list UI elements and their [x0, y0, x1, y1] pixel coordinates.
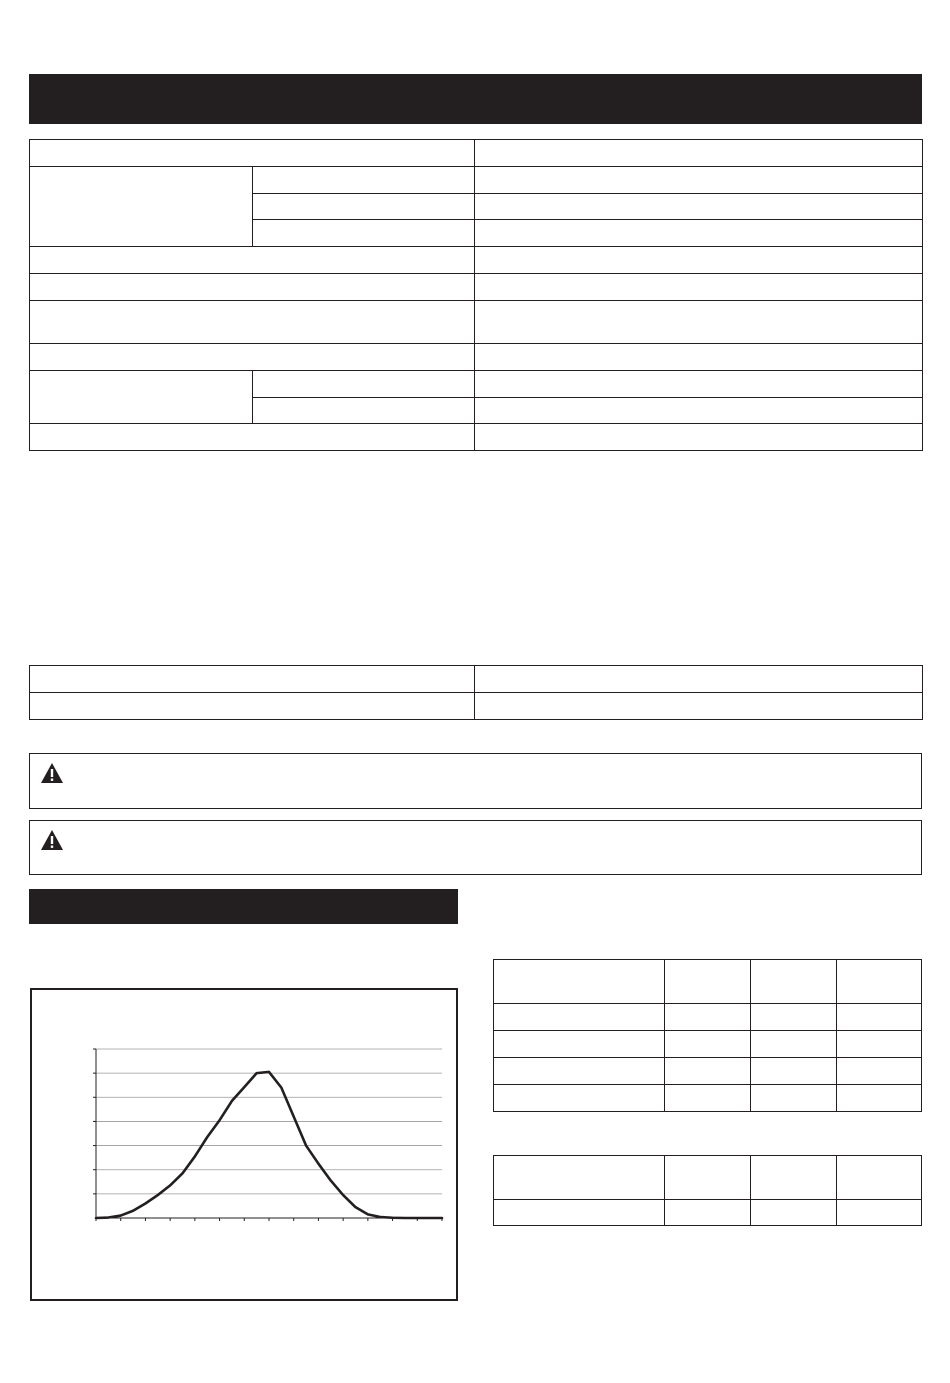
table-cell: [494, 1004, 665, 1031]
table-cell: [494, 1200, 665, 1226]
data-table-a: [493, 959, 922, 1112]
spec-label: [30, 344, 475, 371]
table-row: [30, 167, 923, 194]
table-cell: [494, 1085, 665, 1112]
spec-value: [475, 247, 923, 274]
table-header-row: [494, 1156, 922, 1200]
table-cell: [665, 1058, 751, 1085]
specifications-table: [29, 139, 923, 451]
table-row: [494, 1004, 922, 1031]
table-cell: [665, 1031, 751, 1058]
table-cell: [837, 1200, 922, 1226]
column-header: [837, 960, 922, 1004]
spec-sublabel: [253, 220, 475, 247]
table-row: [30, 301, 923, 344]
column-header: [751, 960, 837, 1004]
spec-value: [475, 371, 923, 398]
spec-sublabel: [253, 167, 475, 194]
table-cell: [665, 1200, 751, 1226]
spec-label: [30, 424, 475, 451]
table-row: [30, 666, 923, 693]
column-header: [751, 1156, 837, 1200]
table-cell: [494, 1058, 665, 1085]
spec-label: [30, 301, 475, 344]
warning-box: [29, 820, 922, 875]
spec-label: [30, 693, 475, 720]
table-row: [30, 693, 923, 720]
spec-value: [475, 194, 923, 220]
chart-series-layer: [96, 1072, 442, 1218]
table-row: [30, 140, 923, 167]
table-cell: [665, 1004, 751, 1031]
specifications-header: [29, 74, 922, 124]
table-row: [494, 1031, 922, 1058]
warning-triangle-icon: [40, 829, 64, 851]
table-cell: [837, 1031, 922, 1058]
table-cell: [751, 1058, 837, 1085]
spec-value: [475, 344, 923, 371]
spec-label: [30, 167, 253, 247]
spec-value: [475, 274, 923, 301]
table-cell: [751, 1004, 837, 1031]
table-row: [30, 274, 923, 301]
spec-value: [475, 167, 923, 194]
table-row: [30, 371, 923, 398]
data-table-b: [493, 1155, 922, 1226]
chart-axes: [93, 1049, 442, 1221]
spec-value: [475, 666, 923, 693]
spec-sublabel: [253, 371, 475, 398]
column-header: [837, 1156, 922, 1200]
warning-box: [29, 753, 922, 809]
distribution-chart: [32, 990, 456, 1299]
section-header: [29, 889, 458, 924]
spec-label: [30, 666, 475, 693]
table-header-row: [494, 960, 922, 1004]
spec-value: [475, 398, 923, 424]
spec-label: [30, 274, 475, 301]
table-row: [494, 1058, 922, 1085]
table-cell: [837, 1004, 922, 1031]
table-cell: [837, 1085, 922, 1112]
table-cell: [751, 1200, 837, 1226]
table-row: [494, 1085, 922, 1112]
table-cell: [837, 1058, 922, 1085]
table-cell: [494, 1031, 665, 1058]
column-header: [665, 1156, 751, 1200]
column-header: [665, 960, 751, 1004]
spec-value: [475, 220, 923, 247]
table-row: [30, 344, 923, 371]
spec-value: [475, 693, 923, 720]
spec-sublabel: [253, 194, 475, 220]
table-cell: [665, 1085, 751, 1112]
column-header: [494, 1156, 665, 1200]
spec-value: [475, 424, 923, 451]
table-cell: [751, 1085, 837, 1112]
column-header: [494, 960, 665, 1004]
spec-sublabel: [253, 398, 475, 424]
table-row: [30, 424, 923, 451]
spec-value: [475, 301, 923, 344]
spec-label: [30, 247, 475, 274]
table-cell: [751, 1031, 837, 1058]
warning-triangle-icon: [40, 762, 64, 784]
table-row: [30, 247, 923, 274]
secondary-spec-table: [29, 665, 923, 720]
spec-label: [30, 371, 253, 424]
table-row: [494, 1200, 922, 1226]
series-line: [96, 1072, 442, 1218]
chart-frame: [30, 988, 458, 1301]
spec-label: [30, 140, 475, 167]
spec-value: [475, 140, 923, 167]
